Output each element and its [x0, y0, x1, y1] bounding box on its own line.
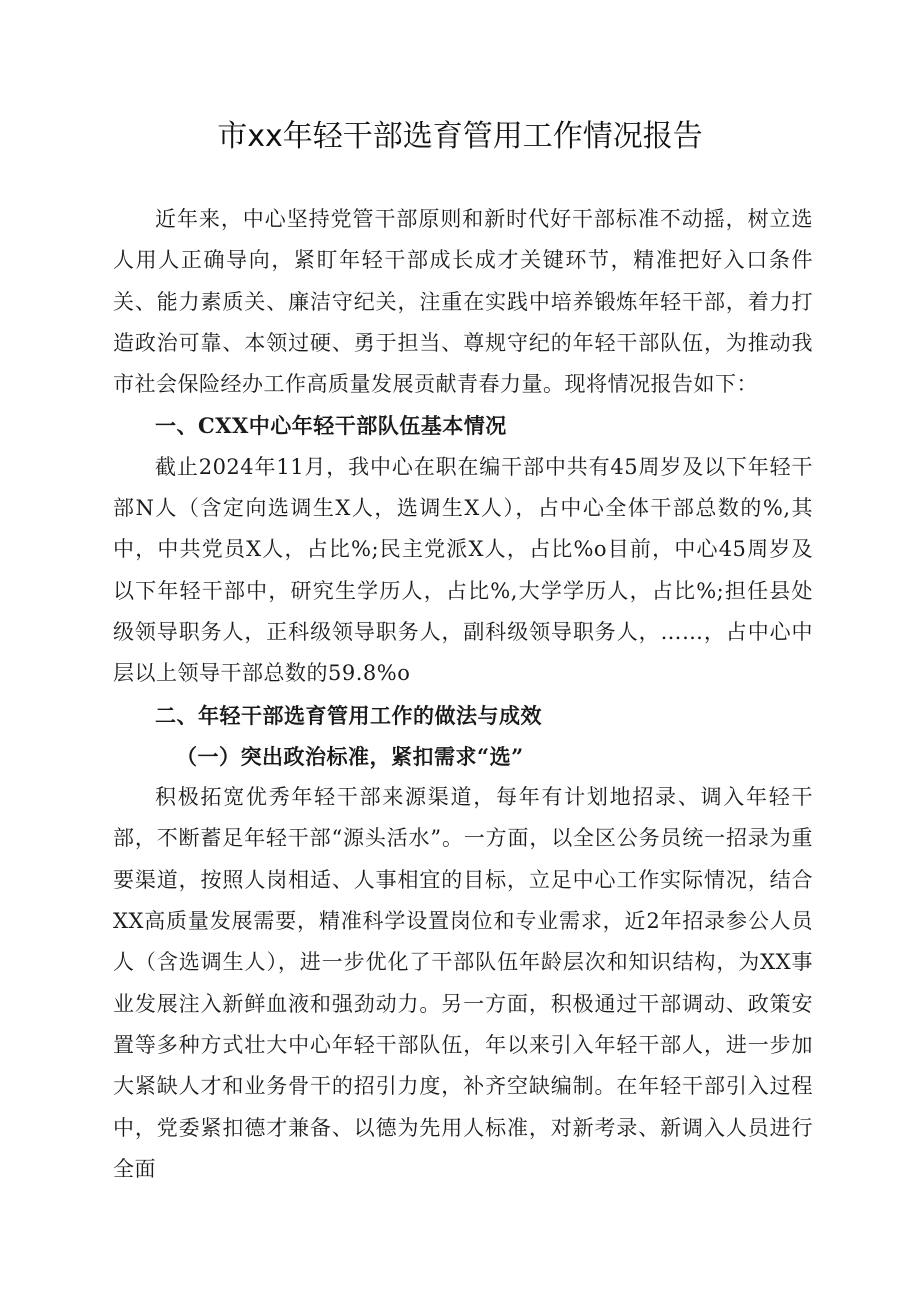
section-2-heading: 二、年轻干部选育管用工作的做法与成效	[155, 702, 542, 728]
subsection-1-heading: （一）突出政治标准，紧扣需求“选”	[176, 743, 524, 769]
section-1-heading: 一、CXX中心年轻干部队伍基本情况	[155, 413, 507, 439]
document-body	[113, 199, 813, 1190]
section-1-paragraph: 截止2024年11月，我中心在职在编干部中共有45周岁及以下年轻干部N人（含定向选调生X人，选调生X人），占中心全体干部总数的%,其中，中共党员X人，占比%;民主党派X人，占比%o目前，中心45周岁及以下年轻干部中，研究生学历人，占比%,大学学历人，占比%;担任县处级领导职务人，正科级领导职务人，副科级领导职务人，……，占中心中层以上领导干部总数的59.8%o	[113, 454, 813, 686]
document-title: 市xx年轻干部选育管用工作情况报告	[217, 119, 703, 154]
subsection-1-paragraph: 积极拓宽优秀年轻干部来源渠道，每年有计划地招录、调入年轻干部，不断蓄足年轻干部“源头活水”。一方面，以全区公务员统一招录为重要渠道，按照人岗相适、人事相宜的目标，立足中心工作实际情况，结合XX高质量发展需要，精准科学设置岗位和专业需求，近2年招录参公人员人（含选调生人），进一步优化了干部队伍年龄层次和知识结构，为XX事业发展注入新鲜血液和强劲动力。另一方面，积极通过干部调动、政策安置等多种方式壮大中心年轻干部队伍，年以来引入年轻干部人，进一步加大紧缺人才和业务骨干的招引力度，补齐空缺编制。在年轻干部引入过程中，党委紧扣德才兼备、以德为先用人标准，对新考录、新调入人员进行全面	[113, 785, 813, 1181]
intro-paragraph: 近年来，中心坚持党管干部原则和新时代好干部标准不动摇，树立选人用人正确导向，紧盯年轻干部成长成才关键环节，精准把好入口条件关、能力素质关、廉洁守纪关，注重在实践中培养锻炼年轻干部，着力打造政治可靠、本领过硬、勇于担当、尊规守纪的年轻干部队伍，为推动我市社会保险经办工作高质量发展贡献青春力量。现将情况报告如下：	[113, 207, 813, 397]
